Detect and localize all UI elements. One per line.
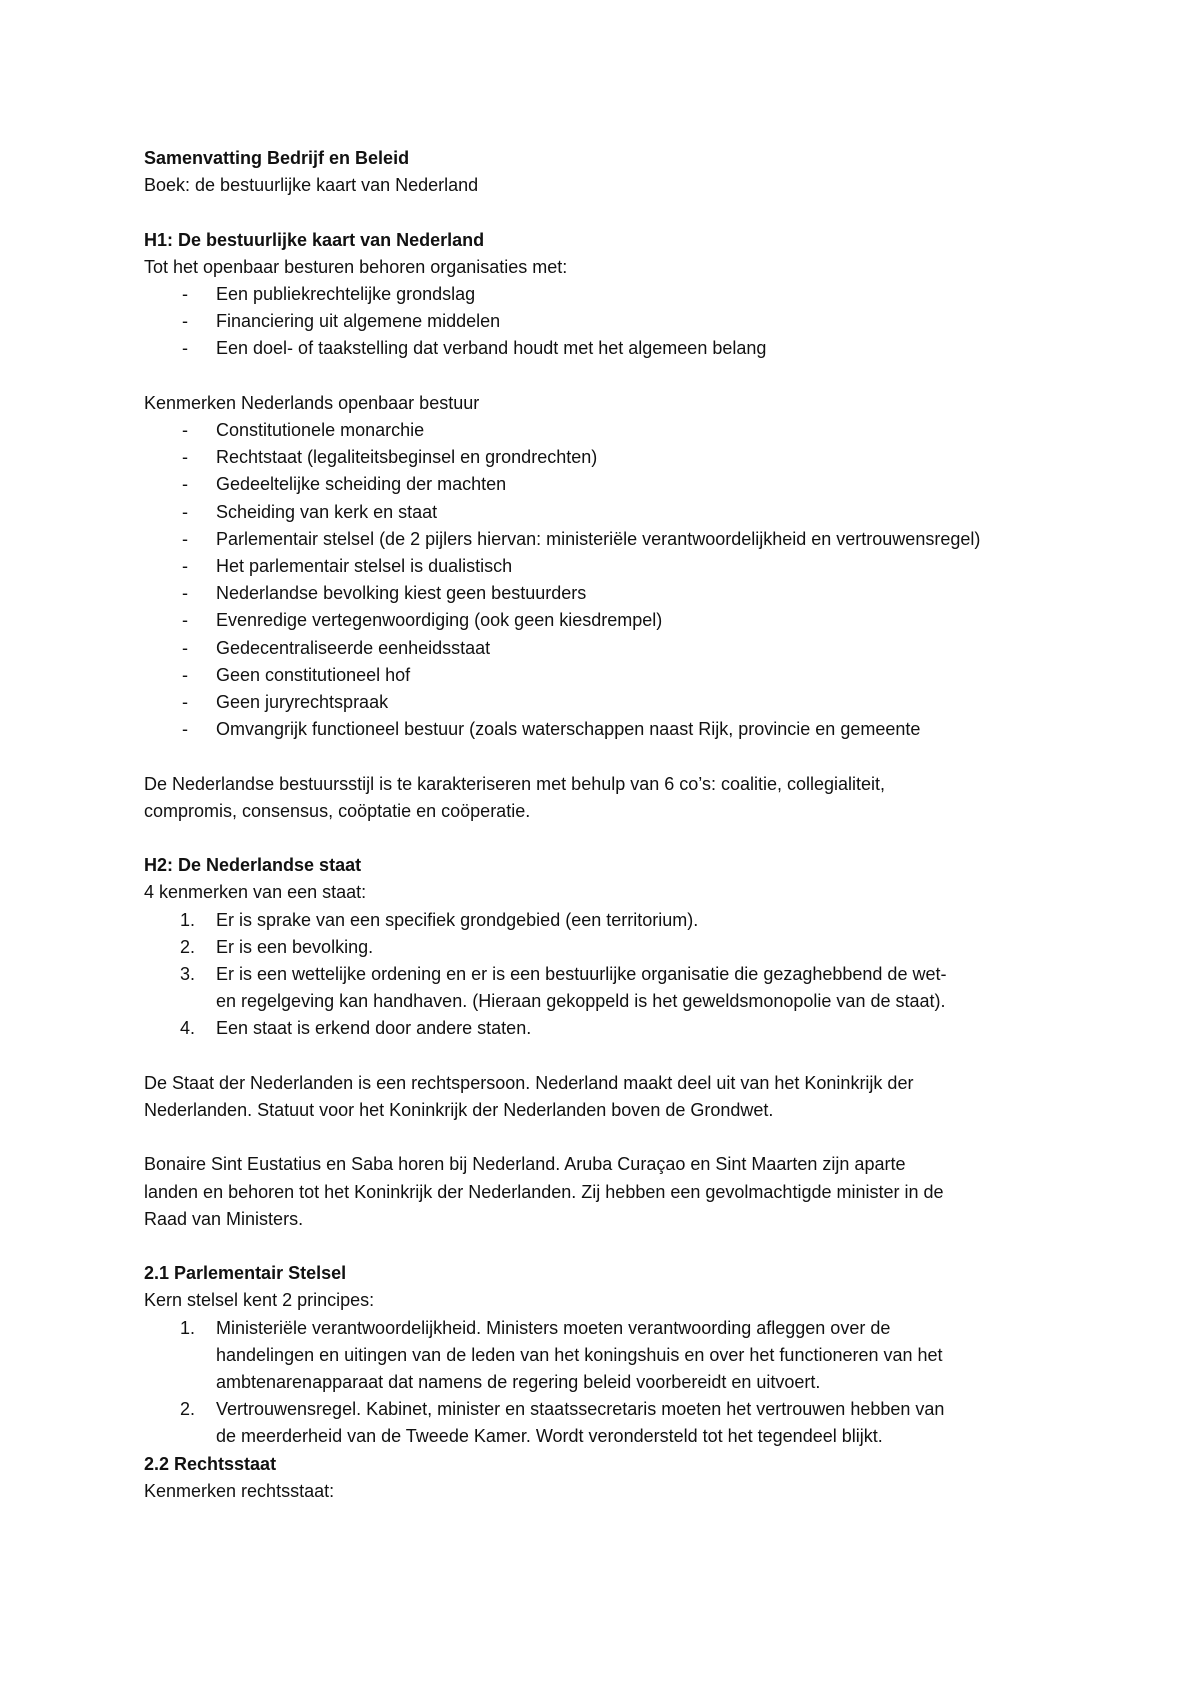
list-item: - Rechtstaat (legaliteitsbeginsel en grondrechten) xyxy=(182,447,598,468)
list-item: - Een doel- of taakstelling dat verband houdt met het algemeen belang xyxy=(182,338,767,359)
features-title: Kenmerken Nederlands openbaar bestuur xyxy=(144,392,480,413)
list-item: - Gedeeltelijke scheiding der machten xyxy=(182,474,507,495)
list-item: 2. Vertrouwensregel. Kabinet, minister en staatssecretaris moeten het vertrouwen hebben van de meerderheid van de Tweede Kamer. Wordt verondersteld tot het tegendeel blijkt. xyxy=(180,1399,945,1447)
paragraph-line: Raad van Ministers. xyxy=(144,1208,304,1229)
list-item: 4. Een staat is erkend door andere staten. xyxy=(180,1018,532,1039)
list-item: 2. Er is een bevolking. xyxy=(180,936,374,957)
document-title: Samenvatting Bedrijf en Beleid xyxy=(144,148,410,168)
style-paragraph-line: compromis, consensus, coöptatie en coöperatie. xyxy=(144,800,531,821)
list-item: - Financiering uit algemene middelen xyxy=(182,311,501,332)
h1-intro-list xyxy=(144,281,1074,363)
paragraph-line: landen en behoren tot het Koninkrijk der Nederlanden. Zij hebben een gevolmachtigde minister in de xyxy=(144,1181,944,1202)
paragraph-line: Bonaire Sint Eustatius en Saba horen bij Nederland. Aruba Curaçao en Sint Maarten zijn aparte xyxy=(144,1154,906,1175)
list-item: - Gedecentraliseerde eenheidsstaat xyxy=(182,637,491,658)
list-item: - Het parlementair stelsel is dualistisch xyxy=(182,556,513,577)
list-item: - Geen constitutioneel hof xyxy=(182,664,411,685)
list-item: - Scheiding van kerk en staat xyxy=(182,501,438,522)
list-item: - Een publiekrechtelijke grondslag xyxy=(182,284,476,304)
style-paragraph-line: De Nederlandse bestuursstijl is te karakteriseren met behulp van 6 co’s: coalitie, collegialiteit, xyxy=(144,773,886,794)
list-item: 1. Ministeriële verantwoordelijkheid. Ministers moeten verantwoording afleggen over de handelingen en uitingen van de leden van het koningshuis en over het functioneren van het ambtenarenapparaat dat namens de regering beleid voorbereidt en uitvoert. xyxy=(180,1317,943,1393)
s22-intro: Kenmerken rechtsstaat: xyxy=(144,1480,335,1501)
state-characteristics-list xyxy=(144,907,1074,1043)
s21-heading: 2.1 Parlementair Stelsel xyxy=(144,1263,347,1284)
list-item: 1. Er is sprake van een specifiek grondgebied (een territorium). xyxy=(180,909,699,930)
list-item: - Constitutionele monarchie xyxy=(182,420,425,440)
list-item: - Parlementair stelsel (de 2 pijlers hiervan: ministeriële verantwoordelijkheid en vertrouwensregel) xyxy=(182,528,981,549)
list-item: - Geen juryrechtspraak xyxy=(182,692,389,713)
features-list xyxy=(144,417,1004,743)
principles-list xyxy=(144,1315,1074,1451)
h2-intro: 4 kenmerken van een staat: xyxy=(144,882,367,903)
list-item: - Evenredige vertegenwoordiging (ook geen kiesdrempel) xyxy=(182,610,663,631)
list-item: - Omvangrijk functioneel bestuur (zoals waterschappen naast Rijk, provincie en gemeente xyxy=(182,719,921,740)
paragraph-line: Nederlanden. Statuut voor het Koninkrijk der Nederlanden boven de Grondwet. xyxy=(144,1100,774,1121)
h2-heading: H2: De Nederlandse staat xyxy=(144,855,362,876)
s22-heading: 2.2 Rechtsstaat xyxy=(144,1453,277,1474)
paragraph-line: De Staat der Nederlanden is een rechtspersoon. Nederland maakt deel uit van het Koninkrijk der xyxy=(144,1072,914,1093)
h1-intro: Tot het openbaar besturen behoren organisaties met: xyxy=(144,256,568,277)
list-item: 3. Er is een wettelijke ordening en er is een bestuurlijke organisatie die gezaghebbend de wet- en regelgeving kan handhaven. (Hieraan gekoppeld is het geweldsmonopolie van de staat). xyxy=(180,964,947,1012)
list-item: - Nederlandse bevolking kiest geen bestuurders xyxy=(182,583,587,604)
document-page xyxy=(144,145,1074,1505)
s21-intro: Kern stelsel kent 2 principes: xyxy=(144,1290,375,1311)
book-line: Boek: de bestuurlijke kaart van Nederland xyxy=(144,175,479,196)
h1-heading: H1: De bestuurlijke kaart van Nederland xyxy=(144,229,485,250)
